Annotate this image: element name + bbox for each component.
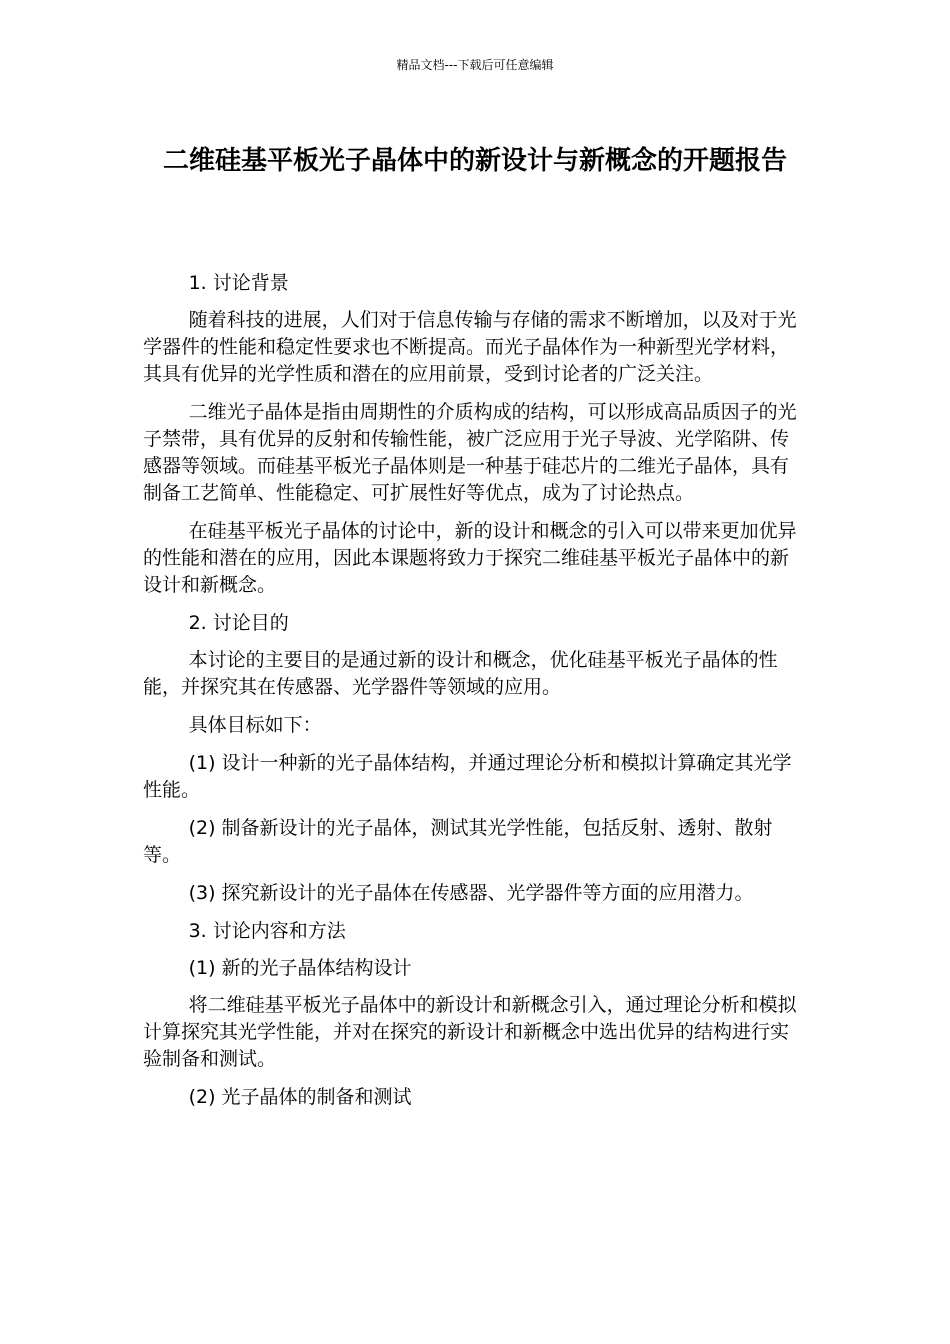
paragraph: 本讨论的主要目的是通过新的设计和概念，优化硅基平板光子晶体的性能，并探究其在传感器、光学器件等领域的应用。 [143,649,778,698]
section-heading: 3. 讨论内容和方法 [188,920,346,942]
paragraph: 具体目标如下： [188,714,322,736]
paragraph: 随着科技的进展，人们对于信息传输与存储的需求不断增加，以及对于光学器件的性能和稳定性要求也不断提高。而光子晶体作为一种新型光学材料，其具有优异的光学性质和潜在的应用前景，受到讨论者的广泛关注。 [143,309,797,385]
list-item: (2) 制备新设计的光子晶体，测试其光学性能，包括反射、透射、散射等。 [143,817,773,866]
paragraph: 在硅基平板光子晶体的讨论中，新的设计和概念的引入可以带来更加优异的性能和潜在的应用，因此本课题将致力于探究二维硅基平板光子晶体中的新设计和新概念。 [143,520,797,596]
document-title: 二维硅基平板光子晶体中的新设计与新概念的开题报告 [162,146,787,176]
list-item: (1) 设计一种新的光子晶体结构，并通过理论分析和模拟计算确定其光学性能。 [143,752,792,801]
section-heading: 1. 讨论背景 [188,272,289,294]
subsection-heading: (1) 新的光子晶体结构设计 [188,957,412,979]
paragraph: 二维光子晶体是指由周期性的介质构成的结构，可以形成高品质因子的光子禁带，具有优异的反射和传输性能，被广泛应用于光子导波、光学陷阱、传感器等领域。而硅基平板光子晶体则是一种基于硅芯片的二维光子晶体，具有制备工艺简单、性能稳定、可扩展性好等优点，成为了讨论热点。 [143,401,797,504]
section-heading: 2. 讨论目的 [188,612,289,634]
paragraph: 将二维硅基平板光子晶体中的新设计和新概念引入，通过理论分析和模拟计算探究其光学性能，并对在探究的新设计和新概念中选出优异的结构进行实验制备和测试。 [143,994,797,1070]
subsection-heading: (2) 光子晶体的制备和测试 [188,1086,412,1108]
list-item: (3) 探究新设计的光子晶体在传感器、光学器件等方面的应用潜力。 [188,882,754,904]
document-body [143,270,807,1121]
header-note: 精品文档---下载后可任意编辑 [396,58,554,72]
